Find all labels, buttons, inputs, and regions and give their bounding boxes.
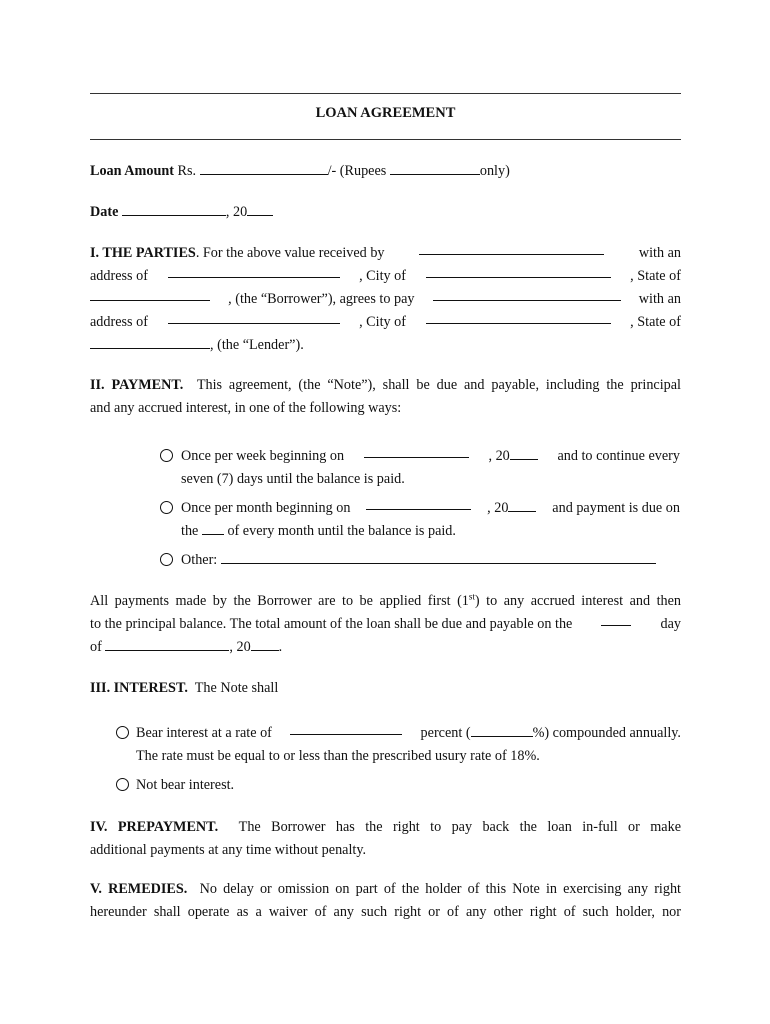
- loan-amount-line: [90, 160, 681, 183]
- parties-line-1-text: . For the above value received by: [195, 245, 385, 261]
- payment-weekly-text-c: and to continue every: [557, 448, 680, 464]
- parties-line-2: [90, 265, 681, 288]
- remedies-section: [90, 878, 681, 924]
- parties-lender-text: , (the “Lender”).: [210, 337, 304, 353]
- title-bottom-rule: [90, 139, 681, 140]
- monthly-day-blank[interactable]: [202, 522, 224, 535]
- interest-none-radio[interactable]: [116, 778, 129, 791]
- payment-monthly-text-e: of every month until the balance is paid.: [227, 523, 456, 539]
- document-title: LOAN AGREEMENT: [315, 105, 456, 121]
- payment-monthly-text-a: Once per month beginning on: [181, 500, 351, 516]
- payment-weekly-text-a: Once per week beginning on: [181, 448, 345, 464]
- payment-application-text-a: All payments made by the Borrower are to be applied first (1: [90, 593, 469, 609]
- payment-line-1: [90, 374, 681, 397]
- prepayment-line-2: additional payments at any time without penalty.: [90, 842, 367, 858]
- payment-other-radio[interactable]: [160, 553, 173, 566]
- remedies-line-1-text: No delay or omission on part of the holder of this Note in exercising any right: [199, 881, 681, 897]
- payment-application-text-b: ) to any accrued interest and then: [474, 593, 681, 609]
- payment-line-1-text: This agreement, (the “Note”), shall be due and payable, including the principal: [196, 377, 681, 393]
- interest-bear-text-a: Bear interest at a rate of: [136, 725, 272, 741]
- payment-monthly-text-b: , 20: [487, 500, 509, 516]
- date-mid: , 20: [225, 204, 248, 220]
- parties-with-an-1: with an: [638, 245, 681, 261]
- interest-text: The Note shall: [194, 680, 279, 696]
- remedies-heading: V. REMEDIES.: [90, 881, 188, 897]
- parties-address-of-1: address of: [90, 268, 148, 284]
- payment-application-end: .: [278, 639, 283, 655]
- due-year-blank[interactable]: [251, 638, 279, 651]
- lender-state-blank[interactable]: [90, 336, 210, 349]
- parties-line-4: [90, 311, 681, 334]
- interest-none-text: Not bear interest.: [136, 777, 235, 793]
- payment-monthly-text-d: the: [181, 523, 199, 539]
- top-rule: [90, 93, 681, 94]
- lender-address-blank[interactable]: [168, 311, 340, 324]
- monthly-year-blank[interactable]: [508, 499, 536, 512]
- payment-application-text-l2: to the principal balance. The total amount of the loan shall be due and payable on the: [90, 616, 573, 632]
- prepayment-section: [90, 816, 681, 862]
- payment-application-line-1: [90, 590, 681, 613]
- parties-line-5: [90, 334, 681, 357]
- interest-bear-text-c: %) compounded annually.: [532, 725, 681, 741]
- remedies-line-1: [90, 878, 681, 901]
- loan-amount-label: Loan Amount: [90, 163, 174, 179]
- payment-application-20: , 20: [229, 639, 251, 655]
- loan-amount-blank[interactable]: [200, 162, 328, 175]
- weekly-year-blank[interactable]: [510, 447, 538, 460]
- prepayment-heading: IV. PREPAYMENT.: [90, 819, 219, 835]
- payment-monthly-line-1: [181, 497, 680, 520]
- loan-amount-words-blank[interactable]: [390, 162, 480, 175]
- payment-section: [90, 374, 681, 420]
- interest-none-option: [136, 774, 656, 797]
- loan-amount-prefix: Rs.: [177, 163, 197, 179]
- due-day-blank[interactable]: [601, 613, 631, 626]
- lender-name-blank[interactable]: [433, 288, 621, 301]
- borrower-address-blank[interactable]: [168, 265, 340, 278]
- date-blank[interactable]: [122, 203, 226, 216]
- payment-monthly-text-c: and payment is due on: [552, 500, 680, 516]
- due-month-blank[interactable]: [105, 638, 229, 651]
- payment-monthly-option: [181, 497, 680, 543]
- date-label: Date: [90, 204, 119, 220]
- date-year-blank[interactable]: [247, 203, 273, 216]
- parties-address-of-2: address of: [90, 314, 148, 330]
- interest-bear-line-2: The rate must be equal to or less than the prescribed usury rate of 18%.: [136, 748, 540, 764]
- payment-weekly-radio[interactable]: [160, 449, 173, 462]
- prepayment-line-1-text: The Borrower has the right to pay back the loan in-full or make: [238, 819, 682, 835]
- loan-amount-mid: /- (Rupees: [327, 163, 387, 179]
- payment-application-of: of: [90, 639, 102, 655]
- payment-other-option: [181, 549, 680, 572]
- remedies-line-2: hereunder shall operate as a waiver of any such right or of any other right of such holder, nor: [90, 904, 681, 920]
- interest-bear-radio[interactable]: [116, 726, 129, 739]
- parties-state-of-1: , State of: [630, 268, 681, 284]
- payment-line-2: and any accrued interest, in one of the following ways:: [90, 400, 402, 416]
- parties-city-of-2: , City of: [359, 314, 406, 330]
- parties-section: [90, 242, 681, 357]
- parties-city-of-1: , City of: [359, 268, 406, 284]
- weekly-start-date-blank[interactable]: [364, 445, 469, 458]
- interest-percent-blank[interactable]: [471, 724, 533, 737]
- payment-application-line-2: [90, 613, 681, 636]
- payment-application-day: day: [660, 616, 681, 632]
- parties-line-1: [90, 242, 681, 265]
- payment-other-label: Other:: [181, 552, 218, 568]
- interest-section: [90, 677, 681, 700]
- interest-heading: III. INTEREST.: [90, 680, 188, 696]
- borrower-city-blank[interactable]: [426, 265, 611, 278]
- interest-rate-blank[interactable]: [290, 722, 402, 735]
- interest-bear-line-1: [136, 722, 681, 745]
- lender-city-blank[interactable]: [426, 311, 611, 324]
- payment-monthly-radio[interactable]: [160, 501, 173, 514]
- borrower-state-blank[interactable]: [90, 288, 210, 301]
- payment-application-line-3: [90, 636, 681, 659]
- parties-with-an-2: with an: [638, 291, 681, 307]
- borrower-name-blank[interactable]: [419, 242, 604, 255]
- payment-weekly-option: [181, 445, 680, 491]
- prepayment-line-1: [90, 816, 681, 839]
- payment-application-paragraph: [90, 590, 681, 659]
- loan-amount-suffix: only): [479, 163, 510, 179]
- parties-borrower-text: , (the “Borrower”), agrees to pay: [228, 291, 415, 307]
- payment-other-blank[interactable]: [221, 551, 656, 564]
- monthly-start-date-blank[interactable]: [366, 497, 471, 510]
- payment-weekly-text-b: , 20: [488, 448, 510, 464]
- payment-heading: II. PAYMENT.: [90, 377, 184, 393]
- payment-application-sup: st: [468, 591, 475, 602]
- parties-line-3: [90, 288, 681, 311]
- interest-bear-text-b: percent (: [420, 725, 471, 741]
- payment-weekly-line-1: [181, 445, 680, 468]
- payment-weekly-line-2: seven (7) days until the balance is paid.: [181, 471, 405, 487]
- date-line: [90, 201, 681, 224]
- payment-monthly-line-2: [181, 520, 680, 543]
- interest-bear-option: [136, 722, 681, 768]
- parties-state-of-2: , State of: [630, 314, 681, 330]
- parties-heading: I. THE PARTIES: [90, 245, 196, 261]
